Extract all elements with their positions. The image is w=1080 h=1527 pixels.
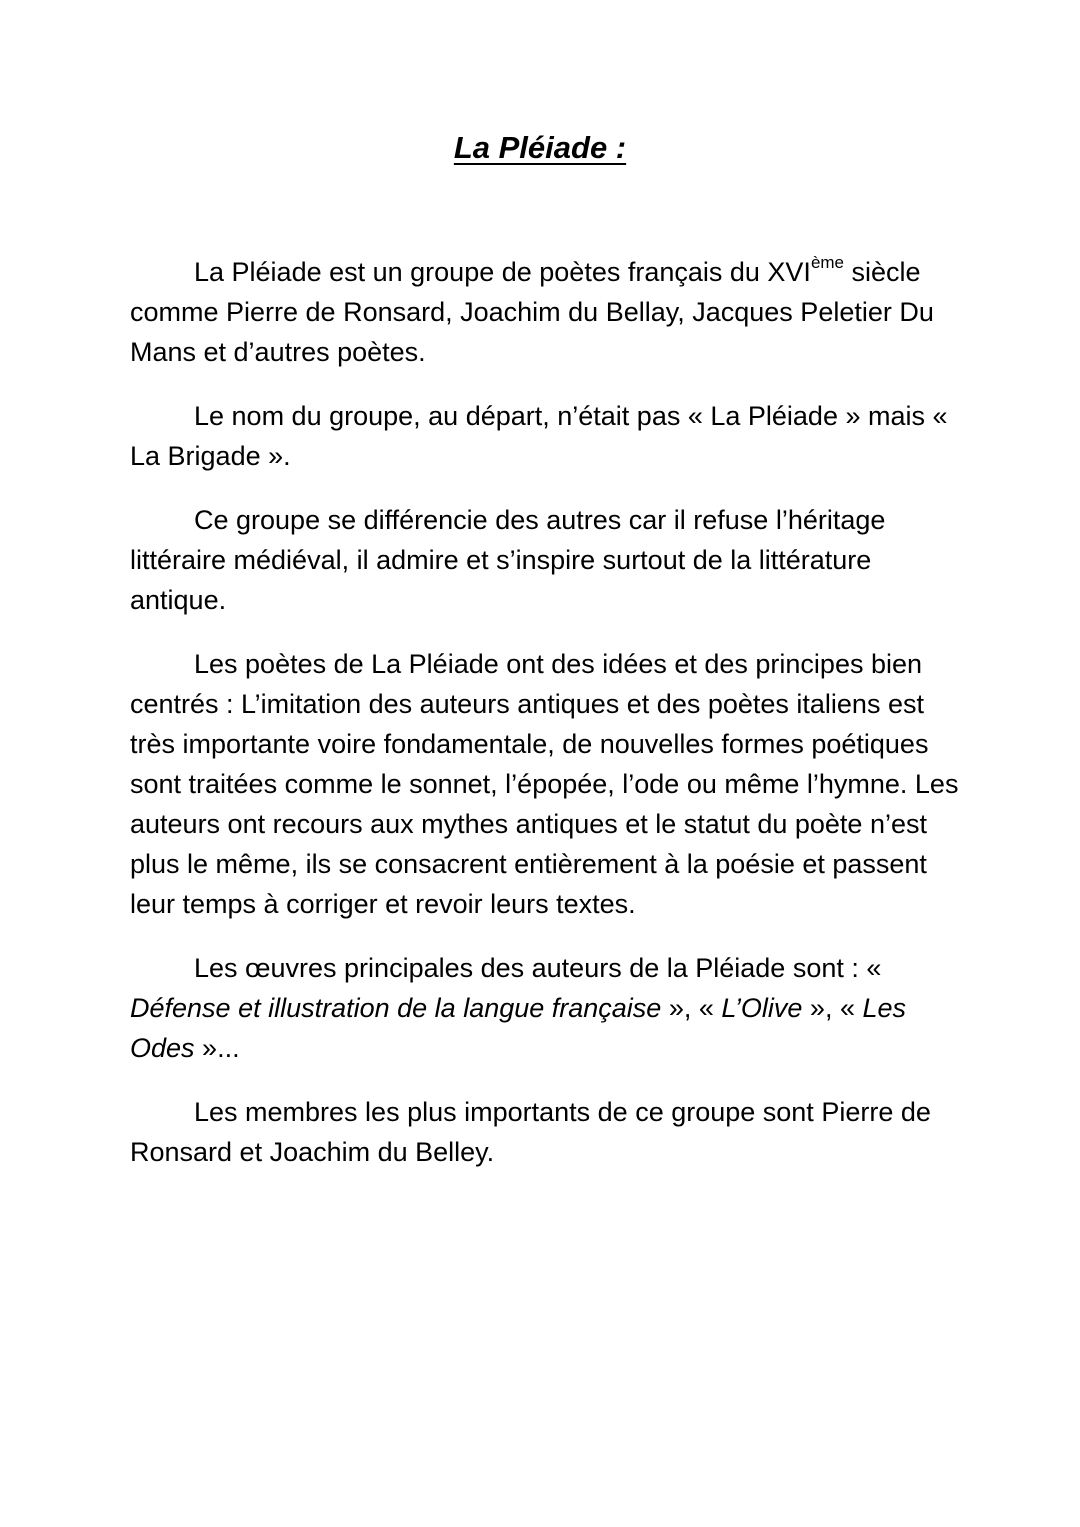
paragraph-text: »... [194,1033,240,1063]
paragraph-group-name [130,396,960,476]
paragraph-text: Les poètes de La Pléiade ont des idées et des principes bien centrés : L’imitation des auteurs antiques et des poètes italiens est très importante voire fondamentale, de nouvelles formes poétiques sont traitées comme le sonnet, l’épopée, l’ode ou même l’hymne. Les auteurs ont recours aux mythes antiques et le statut du poète n’est plus le même, ils se consacrent entièrement à la poésie et passent leur temps à corriger et revoir leurs textes. [130,649,959,919]
paragraph-works [130,948,960,1068]
work-title: Défense et illustration de la langue française [130,993,662,1023]
paragraph-text: », « [802,993,855,1023]
paragraph-text: Les œuvres principales des auteurs de la Pléiade sont : « [194,953,882,983]
paragraph-principles [130,644,960,924]
paragraph-definition [130,252,960,372]
paragraph-text: Ce groupe se différencie des autres car il refuse l’héritage littéraire médiéval, il admire et s’inspire surtout de la littérature antique. [130,505,886,615]
paragraph-difference [130,500,960,620]
work-title: Les Odes [130,993,907,1063]
paragraph-text: Les membres les plus importants de ce groupe sont Pierre de Ronsard et Joachim du Belley. [130,1097,931,1167]
superscript-ordinal: ème [810,253,845,272]
paragraph-text: Le nom du groupe, au départ, n’était pas « La Pléiade » mais « La Brigade ». [130,401,948,471]
paragraph-text: », « [661,993,722,1023]
paragraph-members [130,1092,960,1172]
document-body [130,252,960,1196]
page-title: La Pléiade : [453,130,627,165]
work-title: L’Olive [721,993,803,1023]
paragraph-text: La Pléiade est un groupe de poètes français du XVI [194,257,811,287]
paragraph-text: siècle comme Pierre de Ronsard, Joachim du Bellay, Jacques Peletier Du Mans et d’autres poètes. [130,257,934,367]
